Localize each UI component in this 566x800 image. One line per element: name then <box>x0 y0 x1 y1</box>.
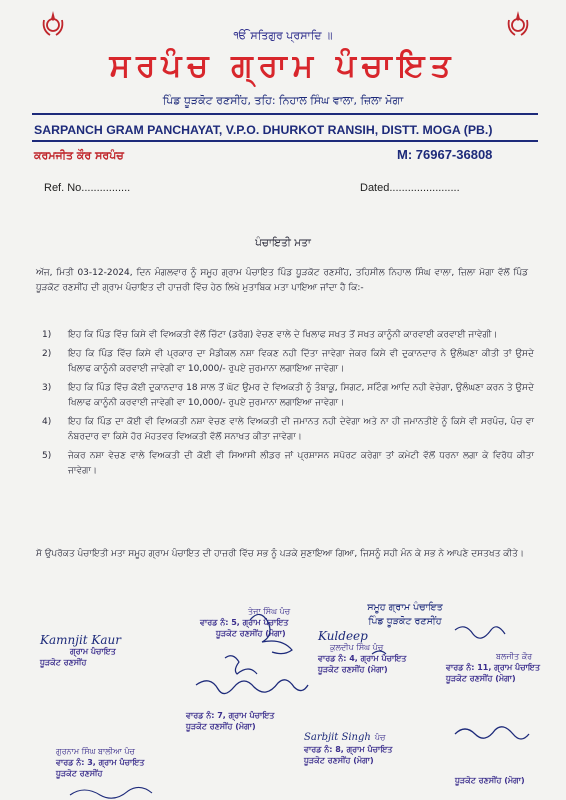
member-name: ਪੰਚ <box>374 733 386 742</box>
stamp-line: ਵਾਰਡ ਨੰ: 8, ਗ੍ਰਾਮ ਪੰਚਾਇਤ <box>304 745 393 754</box>
stamp-line: ਧੂੜਕੋਟ ਰਣਸੀਂਹ (ਮੋਗਾ) <box>318 665 388 674</box>
point-number: 1) <box>42 330 52 340</box>
sarpanch-name: ਕਰਮਜੀਤ ਕੌਰ ਸਰਪੰਚ <box>34 149 124 162</box>
panchayat-line: ਪਿੰਡ ਧੂੜਕੋਟ ਰਣਸੀਂਹ <box>368 616 442 627</box>
point-number: 2) <box>42 349 52 359</box>
dated-field: Dated....................... <box>360 182 460 194</box>
invocation-text: ੴ ਸਤਿਗੁਰ ਪ੍ਰਸਾਦਿ ॥ <box>233 29 333 42</box>
member-name: ਗੁਰਨਾਮ ਸਿੰਘ ਬਾਲੀਆ ਪੰਚ <box>56 747 135 756</box>
point-text: ਇਹ ਕਿ ਪਿੰਡ ਵਿੱਚ ਕਿਸੇ ਵੀ ਵਿਅਕਤੀ ਵੱਲੋਂ ਚਿੱਟਾ (ਡਰੱਗ) ਵੇਚਣ ਵਾਲੇ ਦੇ ਖਿਲਾਫ ਸਖਤ ਤੋਂ ਸਖਤ ਕਾਨੂੰਨੀ ਕਾਰਵਾਈ ਕਰਵਾਈ ਜਾਵੇਗੀ। <box>68 330 498 340</box>
handwritten-signatures-drawing <box>0 600 566 800</box>
point-text: ਇਹ ਕਿ ਪਿੰਡ ਵਿੱਚ ਕਿਸੇ ਵੀ ਪ੍ਰਕਾਰ ਦਾ ਮੈਡੀਕਲ ਨਸ਼ਾ ਵਿਕਣ ਨਹੀ ਦਿੱਤਾ ਜਾਵੇਗਾ ਜੇਕਰ ਕਿਸੇ ਵੀ ਦੁਕਾਨਦਾਰ ਨੇ ਉਲੰਘਣਾ ਕੀਤੀ ਤਾਂ ਉਸਦੇ ਖਿਲਾਫ ਕਾਨੂੰਨੀ ਕਰਵਾਈ ਜਾਵੇਗੀ ਵਾ 10,000/- ਰੁਪਏ ਜੁਰਮਾਨਾ ਲਗਾਇਆ ਜਾਵੇਗਾ। <box>68 349 534 374</box>
header-divider <box>32 113 538 115</box>
stamp-line: ਧੂੜਕੋਟ ਰਣਸੀਂਹ (ਮੋਗਾ) <box>216 629 286 638</box>
member-name: ਬਲਜੀਤ ਕੌਰ <box>496 652 533 661</box>
stamp-line: ਵਾਰਡ ਨੰ: 3, ਗ੍ਰਾਮ ਪੰਚਾਇਤ <box>56 758 145 767</box>
resolution-intro: ਅੱਜ, ਮਿਤੀ 03-12-2024, ਦਿਨ ਮੰਗਲਵਾਰ ਨੂੰ ਸਮੂਹ ਗ੍ਰਾਮ ਪੰਚਾਇਤ ਪਿੰਡ ਧੂੜਕੋਟ ਰਣਸੀਂਹ, ਤਹਿਸੀਲ ਨਿਹਾਲ ਸਿੰਘ ਵਾਲਾ, ਜ਼ਿਲਾ ਮੋਗਾ ਵੱਲੋਂ ਪਿੰਡ ਧੂੜਕੋਟ ਰਣਸੀਂਹ ਦੀ ਗ੍ਰਾਮ ਪੰਚਾਇਤ ਦੀ ਹਾਜ਼ਰੀ ਵਿੱਚ ਹੇਠ ਲਿਖੇ ਮੁਤਾਬਿਕ ਮਤਾ ਪਾਇਆ ਜਾਂਦਾ ਹੈ ਕਿ:- <box>36 268 528 293</box>
stamp-line: ਵਾਰਡ ਨੰ: 11, ਗ੍ਰਾਮ ਪੰਚਾਇਤ <box>446 663 540 672</box>
member-name: ਤੇਜਾ ਸਿੰਘ ਪੰਚ <box>248 607 291 616</box>
stamp-line: ਧੂੜਕੋਟ ਰਣਸੀਂਹ (ਮੋਗਾ) <box>304 756 374 765</box>
point-number: 5) <box>42 451 52 461</box>
stamp-line: ਵਾਰਡ ਨੰ: 7, ਗ੍ਰਾਮ ਪੰਚਾਇਤ <box>186 711 275 720</box>
stamp-line: ਵਾਰਡ ਨੰ: 4, ਗ੍ਰਾਮ ਪੰਚਾਇਤ <box>318 654 407 663</box>
signature-scribble: Kuldeep <box>318 629 368 643</box>
stamp-line: ਧੂੜਕੋਟ ਰਣਸੀਂਹ <box>40 658 87 667</box>
reference-number: Ref. No................ <box>44 182 131 194</box>
point-text: ਇਹ ਕਿ ਪਿੰਡ ਦਾ ਕੋਈ ਵੀ ਵਿਅਕਤੀ ਨਸ਼ਾ ਵੇਚਣ ਵਾਲੇ ਵਿਅਕਤੀ ਦੀ ਜਮਾਨਤ ਨਹੀ ਦੇਵੇਗਾ ਅਤੇ ਨਾ ਹੀ ਜਮਾਨਤੀਏ ਨੂੰ ਕਿਸੇ ਵੀ ਸਰਪੰਚ, ਪੰਚ ਵਾ ਨੰਬਰਦਾਰ ਵਾ ਕਿਸੇ ਹੋਰ ਮੋਹਤਵਰ ਵਿਅਕਤੀ ਵੱਲੋਂ ਸਨਾਖਤ ਕੀਤਾ ਜਾਵੇਗਾ। <box>68 417 534 442</box>
list-item <box>42 449 534 479</box>
list-item <box>42 328 534 343</box>
letterhead-title-punjabi: ਸਰਪੰਚ ਗ੍ਰਾਮ ਪੰਚਾਇਤ <box>109 48 457 84</box>
point-number: 3) <box>42 383 52 393</box>
point-number: 4) <box>42 417 52 427</box>
member-name: ਕੁਲਦੀਪ ਸਿੰਘ ਪੰਚ <box>330 643 384 652</box>
list-item <box>42 415 534 445</box>
letterhead-title-english: SARPANCH GRAM PANCHAYAT, V.P.O. DHURKOT RANSIH, DISTT. MOGA (PB.) <box>34 123 493 137</box>
header-divider <box>32 140 538 142</box>
signature-scribble: Sarbjit Singh <box>304 732 371 743</box>
resolution-conclusion: ਸੋ ਉਪਰੋਕਤ ਪੰਚਾਇਤੀ ਮਤਾ ਸਮੂਹ ਗ੍ਰਾਮ ਪੰਚਾਇਤ ਦੀ ਹਾਜ਼ਰੀ ਵਿੱਚ ਸਭ ਨੂੰ ਪੜਕੇ ਸੁਣਾਇਆ ਗਿਆ, ਜਿਸਨੂੰ ਸਹੀ ਮੰਨ ਕੇ ਸਭ ਨੇ ਆਪਣੇ ਦਸਤਖਤ ਕੀਤੇ। <box>36 549 524 559</box>
signature-scribble: Kamnjit Kaur <box>40 633 122 647</box>
stamp-line: ਗ੍ਰਾਮ ਪੰਚਾਇਤ <box>70 647 116 656</box>
final-stamp: ਧੂੜਕੋਟ ਰਣਸੀਂਹ (ਮੋਗਾ) <box>455 776 525 785</box>
resolution-points <box>42 328 534 483</box>
stamp-line: ਧੂੜਕੋਟ ਰਣਸੀਂਹ (ਮੋਗਾ) <box>446 674 516 683</box>
list-item <box>42 347 534 377</box>
list-item <box>42 381 534 411</box>
mobile-number: M: 76967-36808 <box>397 147 493 162</box>
stamp-line: ਵਾਰਡ ਨੰ: 5, ਗ੍ਰਾਮ ਪੰਚਾਇਤ <box>200 618 289 627</box>
point-text: ਜੇਕਰ ਨਸ਼ਾ ਵੇਚਣ ਵਾਲੇ ਵਿਅਕਤੀ ਦੀ ਕੋਈ ਵੀ ਸਿਆਸੀ ਲੀਡਰ ਜਾਂ ਪ੍ਰਸ਼ਾਸਨ ਸਪੋਰਟ ਕਰੇਗਾ ਤਾਂ ਕਮੇਟੀ ਵੱਲੋਂ ਧਰਨਾ ਲਗਾ ਕੇ ਵਿਰੋਧ ਕੀਤਾ ਜਾਵੇਗਾ। <box>68 451 534 476</box>
panchayat-line: ਸਮੂਹ ਗ੍ਰਾਮ ਪੰਚਾਇਤ <box>367 602 443 613</box>
stamp-line: ਧੂੜਕੋਟ ਰਣਸੀਂਹ <box>56 769 103 778</box>
letterhead-address-punjabi: ਪਿੰਡ ਧੂੜਕੋਟ ਰਣਸੀਂਹ, ਤਹਿ: ਨਿਹਾਲ ਸਿੰਘ ਵਾਲਾ, ਜ਼ਿਲਾ ਮੋਗਾ <box>162 94 404 107</box>
resolution-heading: ਪੰਚਾਇਤੀ ਮਤਾ <box>255 237 311 249</box>
stamp-line: ਧੂੜਕੋਟ ਰਣਸੀਂਹ (ਮੋਗਾ) <box>186 722 256 731</box>
point-text: ਇਹ ਕਿ ਪਿੰਡ ਵਿੱਚ ਕੋਈ ਦੁਕਾਨਦਾਰ 18 ਸਾਲ ਤੋਂ ਘੱਟ ਉਮਰ ਦੇ ਵਿਅਕਤੀ ਨੂੰ ਤੰਬਾਕੂ, ਸਿਗਟ, ਸਟਿੰਗ ਆਦਿ ਨਹੀ ਵੇਚੇਗਾ, ਉਲੰਘਣਾ ਕਰਨ ਤੇ ਉਸਦੇ ਖਿਲਾਫ ਕਾਨੂੰਨੀ ਕਰਵਾਈ ਜਾਵੇਗੀ ਵਾ 10,000/- ਰੁਪਏ ਜੁਰਮਾਨਾ ਲਗਾਇਆ ਜਾਵੇਗਾ। <box>68 383 534 408</box>
